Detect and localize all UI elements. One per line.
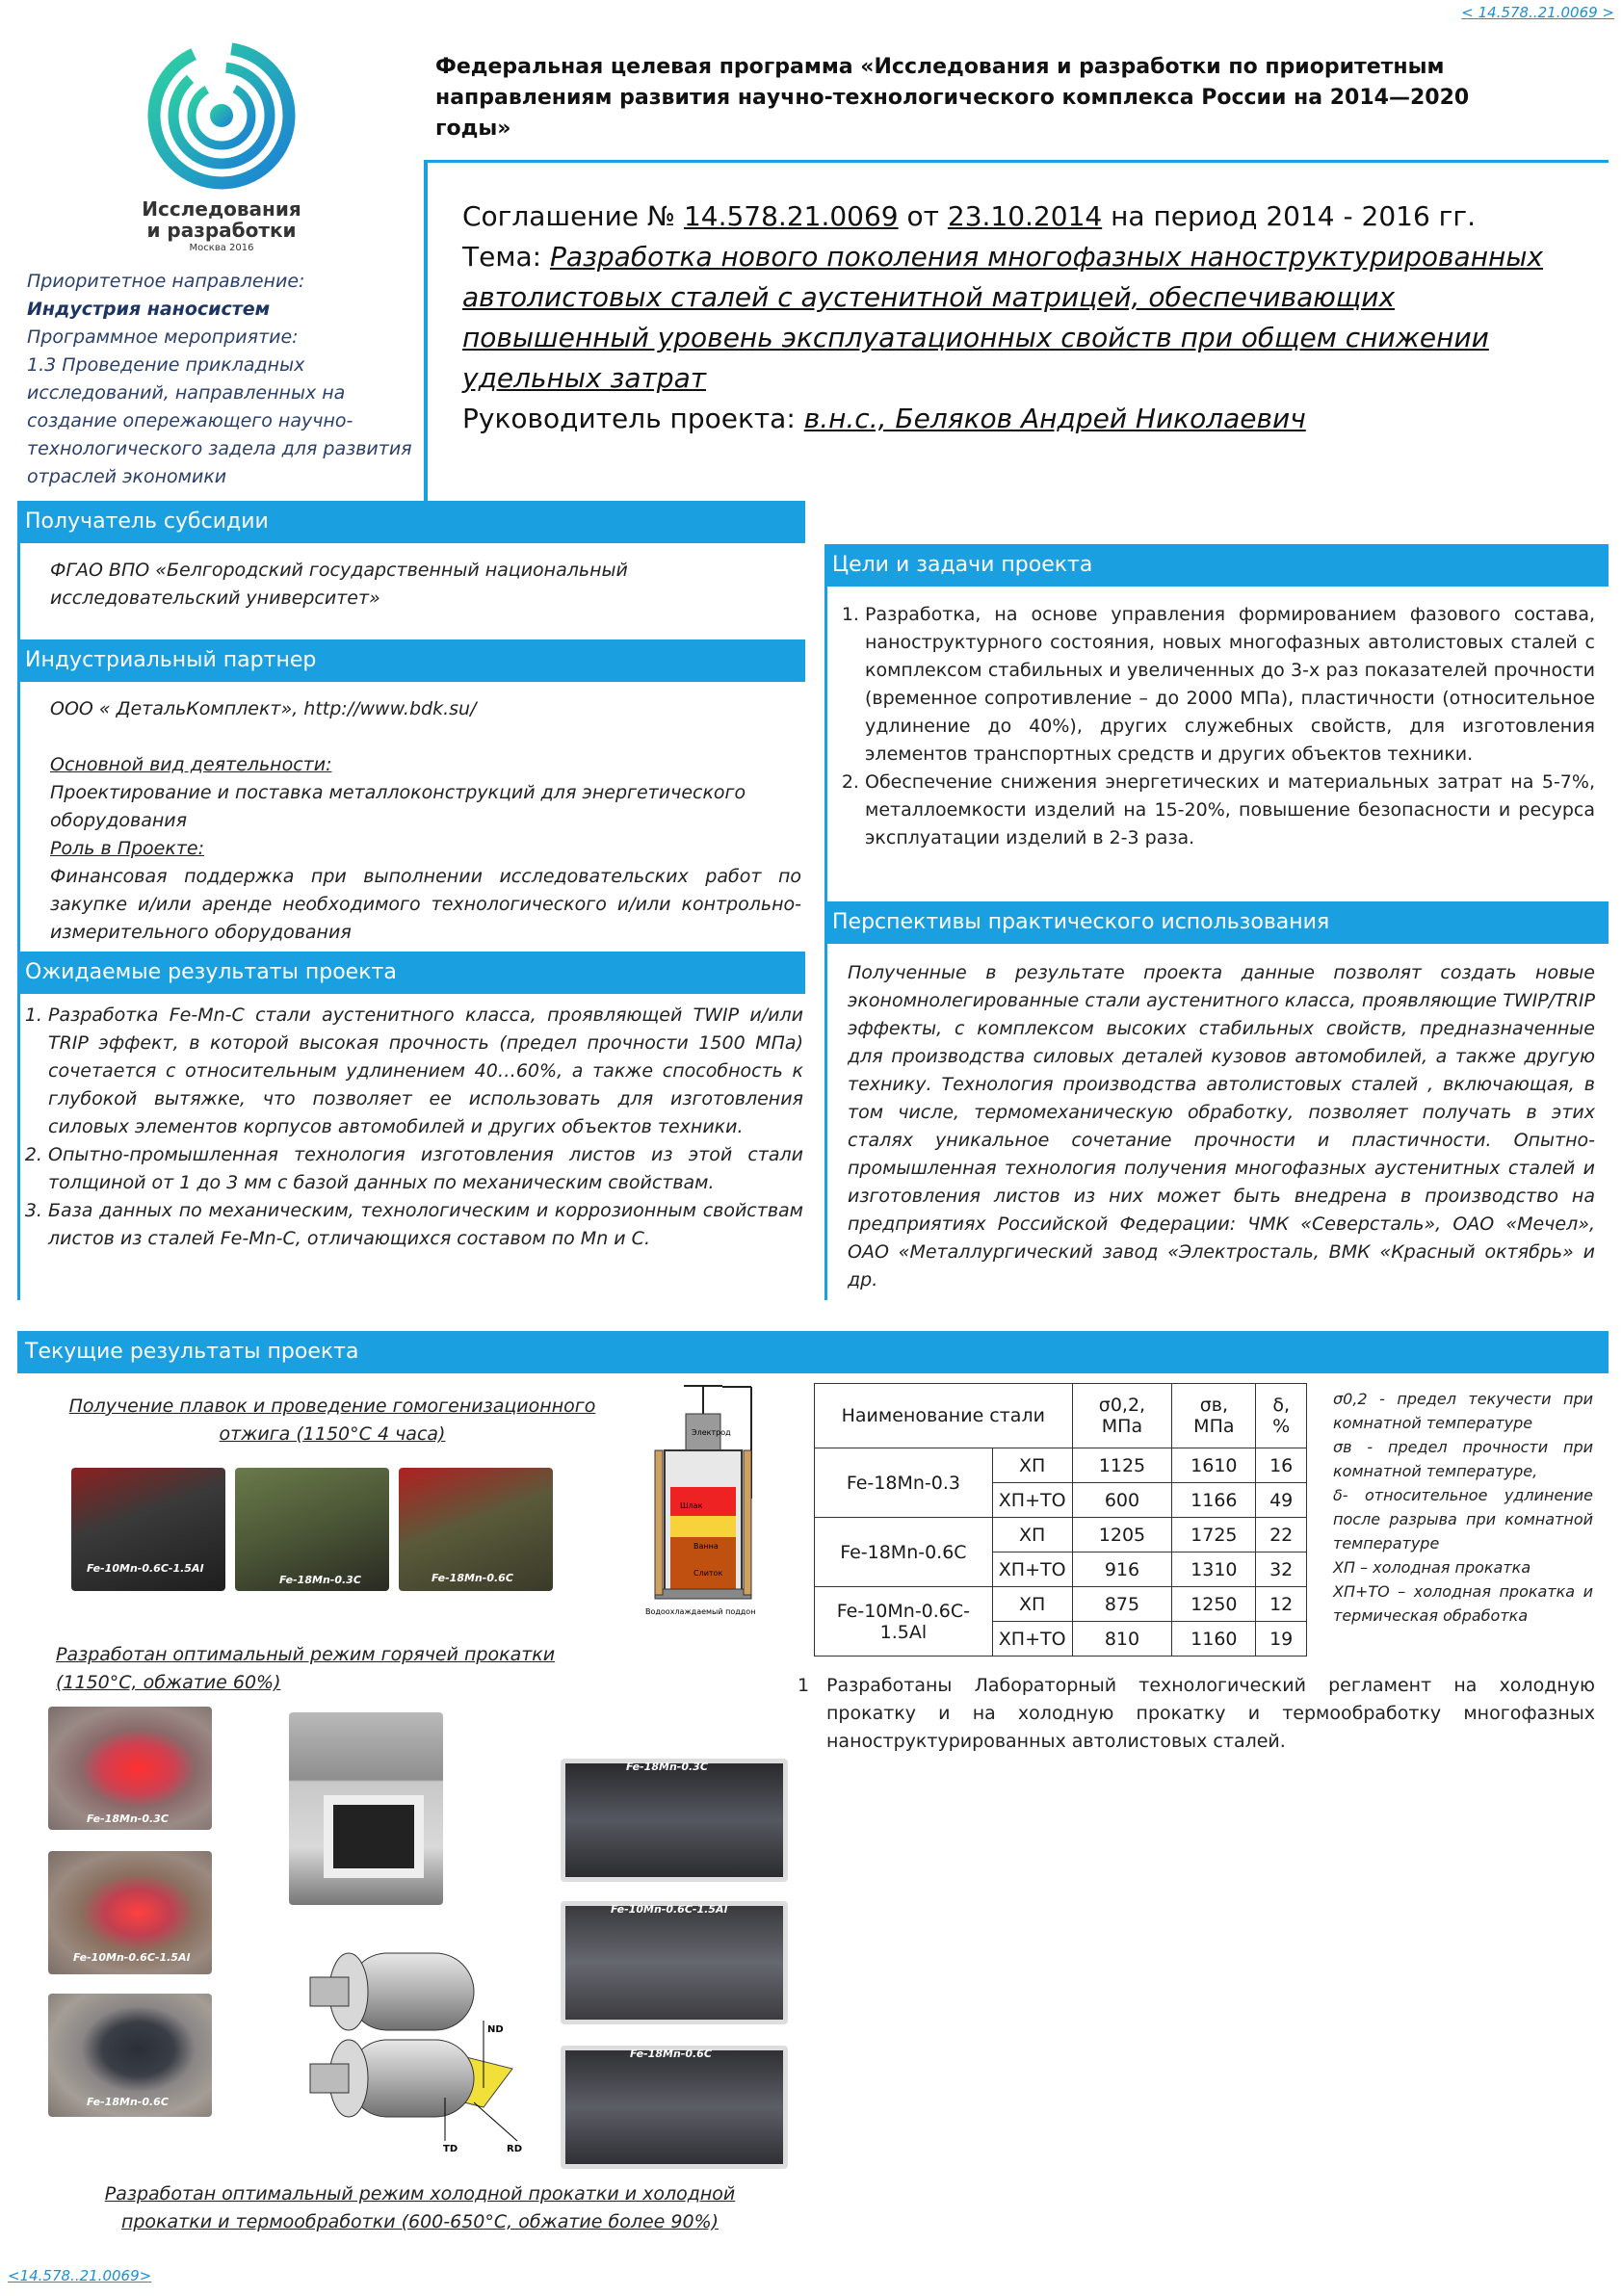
legend-item: ХП – холодная прокатка (1333, 1558, 1531, 1577)
partner-activity: Проектирование и поставка металлоконструкций для энергетического оборудования (50, 782, 746, 831)
theme-text: Разработка нового поколения многофазных наноструктурированных автолистовых сталей с аустенитной матрицей, обеспечивающих повышенный уровень эксплуатационных свойств при общем снижении удельных затрат (462, 241, 1544, 394)
rolling-mill-diagram (301, 1924, 532, 2155)
expected-header: Ожидаемые результаты проекта (17, 952, 805, 994)
hot-sample-photo (48, 1707, 212, 1830)
table-cell: ХП+ТО (992, 1552, 1072, 1587)
table-cell: 32 (1256, 1552, 1307, 1587)
logo-subtitle: Москва 2016 (189, 243, 254, 253)
table-cell: 12 (1256, 1587, 1307, 1622)
table-cell: ХП+ТО (992, 1622, 1072, 1657)
table-legend (1333, 1387, 1593, 1628)
table-cell-steel: Fe-10Mn-0.6C-1.5Al (815, 1587, 993, 1657)
partner-role-label: Роль в Проекте: (50, 838, 204, 859)
recipient-header: Получатель субсидии (17, 501, 805, 543)
table-cell: ХП (992, 1448, 1072, 1483)
caption-hot-rolling: Разработан оптимальный режим горячей прокатки (1150°С, обжатие 60%) (56, 1644, 556, 1693)
logo-text: Исследования и разработки (142, 197, 301, 242)
title-vertical-divider (424, 160, 428, 501)
partner-header: Индустриальный партнер (17, 639, 805, 682)
expected-list (21, 1002, 803, 1253)
agreement-block (462, 196, 1589, 439)
roll-axis-label: ND (487, 2024, 504, 2035)
properties-table (814, 1383, 1307, 1657)
ingot-photo (235, 1468, 389, 1591)
table-cell: 1205 (1072, 1518, 1172, 1552)
table-cell: 22 (1256, 1518, 1307, 1552)
table-header: σв, МПа (1172, 1384, 1256, 1448)
table-cell: 810 (1072, 1622, 1172, 1657)
expected-item: 2. Опытно-промышленная технология изготовления листов из этой стали толщиной от 1 до 3 мм с базой данных по механическим свойствам. (48, 1141, 803, 1197)
caption-cold-rolling: Разработан оптимальный режим холодной прокатки и холодной прокатки и термообработки (600-650°С, обжатие более 90%) (104, 2183, 736, 2232)
photo-label: Fe-18Mn-0.6C (87, 2096, 169, 2108)
regulation-note (798, 1672, 1595, 1756)
project-head: в.н.с., Беляков Андрей Николаевич (803, 403, 1306, 434)
furnace-diagram (626, 1383, 790, 1630)
table-cell: 16 (1256, 1448, 1307, 1483)
roll-axis-label: RD (507, 2144, 523, 2154)
note-number: 1 (798, 1675, 810, 1696)
photo-label: Fe-18Mn-0.3C (626, 1761, 708, 1773)
table-cell-steel: Fe-18Mn-0.6C (815, 1518, 993, 1587)
heating-furnace-photo (289, 1712, 443, 1905)
photo-label: Fe-10Mn-0.6C-1.5Al (87, 1562, 204, 1575)
photo-label: Fe-18Mn-0.6C (630, 2048, 712, 2060)
photo-label: Fe-18Mn-0.3C (87, 1813, 169, 1825)
agreement-date: 23.10.2014 (947, 200, 1103, 232)
photo-label: Fe-10Mn-0.6C-1.5Al (73, 1951, 191, 1964)
expected-item: 1. Разработка Fe-Mn-C стали аустенитного класса, проявляющей TWIP и/или TRIP эффект, в которой высокая прочность (предел прочности 1500 МПа) сочетается с относительным удлинением 40…60%, а также способность к глубокой вытяжке, что позволяет ее использовать для изготовления силовых элементов корпусов автомобилей и других объектов техники. (48, 1002, 803, 1141)
title-divider (424, 160, 1609, 163)
table-cell: 1160 (1172, 1622, 1256, 1657)
table-cell: 1725 (1172, 1518, 1256, 1552)
current-results-header: Текущие результаты проекта (17, 1331, 1609, 1373)
photo-label: Fe-18Mn-0.3C (279, 1574, 361, 1586)
legend-item: σв - предел прочности при комнатной температуре, (1333, 1438, 1593, 1480)
left-column-rule (17, 501, 20, 1300)
table-cell: 600 (1072, 1483, 1172, 1518)
priority-block: Приоритетное направление: Индустрия наносистем Программное мероприятие: 1.3 Проведение прикладных исследований, направленных на создание опережающего научно-технологического задела для развития отраслей экономики (27, 271, 412, 487)
caption-melting: Получение плавок и проведение гомогенизационного отжига (1150°С 4 часа) (68, 1396, 596, 1445)
partner-name: ООО « ДетальКомплект», http://www.bdk.su/ (50, 698, 477, 719)
goals-list (838, 601, 1595, 852)
recipient-text: ФГАО ВПО «Белгородский государственный национальный исследовательский университет» (50, 560, 628, 609)
table-header: Наименование стали (815, 1384, 1073, 1448)
sheet-photo (561, 1901, 788, 2024)
prospects-text: Полученные в результате проекта данные позволят создать новые экономнолегированные стали аустенитного класса, проявляющие TWIP/TRIP эффекты, с комплексом высоких стабильных свойств, предназначенные для производства силовых деталей кузовов автомобилей, а также другую технику. Технология производства автолистовых сталей , включающая, в том числе, термомеханическую обработку, позволяет получать в этих сталях уникальное сочетание прочности и пластичности. Опытно-промышленная технология получения многофазных аустенитных сталей и изготовления листов из них может быть внедрена в производство на предприятиях Российской Федерации: ЧМК «Северсталь», ОАО «Мечел», ОАО «Металлургический завод «Электросталь, ВМК «Красный октябрь» и др. (848, 962, 1595, 1291)
partner-block (50, 695, 801, 947)
table-cell: 1250 (1172, 1587, 1256, 1622)
sheet-photo (561, 2046, 788, 2169)
prospects-header: Перспективы практического использования (824, 901, 1609, 944)
table-header: δ, % (1256, 1384, 1307, 1448)
bottom-agreement-link[interactable]: <14.578..21.0069> (8, 2267, 152, 2284)
agreement-line: Соглашение № 14.578.21.0069 от 23.10.2014 на период 2014 - 2016 гг. (462, 200, 1477, 232)
legend-item: δ- относительное удлинение после разрыва при комнатной температуре (1333, 1486, 1593, 1552)
table-cell: ХП (992, 1587, 1072, 1622)
legend-item: σ0,2 - предел текучести при комнатной температуре (1333, 1390, 1593, 1432)
table-cell: ХП (992, 1518, 1072, 1552)
goal-item: 2. Обеспечение снижения энергетических и материальных затрат на 5-7%, металлоемкости изделий на 15-20%, повышение безопасности и ресурса эксплуатации изделий в 2-3 раза. (865, 769, 1595, 852)
table-cell: 1610 (1172, 1448, 1256, 1483)
partner-activity-label: Основной вид деятельности: (50, 754, 332, 775)
furnace-label: Шлак (680, 1501, 703, 1510)
note-text: Разработаны Лабораторный технологический регламент на холодную прокатку и на холодную прокатку и термообработку многофазных наноструктурированных автолистовых сталей. (826, 1675, 1595, 1752)
table-cell-steel: Fe-18Mn-0.3 (815, 1448, 993, 1518)
theme-line: Тема: Разработка нового поколения многофазных наноструктурированных автолистовых сталей с аустенитной матрицей, обеспечивающих повышенный уровень эксплуатационных свойств при общем снижении удельных затрат (462, 241, 1544, 394)
furnace-door (324, 1795, 424, 1878)
table-cell: 1310 (1172, 1552, 1256, 1587)
partner-role: Финансовая поддержка при выполнении исследовательских работ по закупке и/или аренде необходимого технологического и/или контрольно-измерительного оборудования (50, 866, 801, 943)
table-cell: ХП+ТО (992, 1483, 1072, 1518)
top-agreement-link[interactable]: < 14.578..21.0069 > (1461, 4, 1614, 21)
photo-label: Fe-18Mn-0.6C (432, 1572, 513, 1584)
furnace-label: Водоохлаждаемый поддон (645, 1607, 756, 1616)
goal-item: 1. Разработка, на основе управления формированием фазового состава, наноструктурного состояния, новых многофазных автолистовых сталей с комплексом стабильных и увеличенных до 3-х раз показателей прочности (временное сопротивление – до 2000 МПа), пластичности (относительное удлинение до 40%), других служебных свойств, для изготовления элементов транспортных средств и других объектов техники. (865, 601, 1595, 769)
table-cell: 916 (1072, 1552, 1172, 1587)
goals-header: Цели и задачи проекта (824, 544, 1609, 587)
table-cell: 19 (1256, 1622, 1307, 1657)
sheet-photo (561, 1759, 788, 1882)
furnace-label: Ванна (693, 1542, 719, 1551)
table-cell: 1125 (1072, 1448, 1172, 1483)
table-header: σ0,2, МПа (1072, 1384, 1172, 1448)
head-line: Руководитель проекта: в.н.с., Беляков Андрей Николаевич (462, 403, 1306, 434)
program-title: Федеральная целевая программа «Исследования и разработки по приоритетным направлениям развития научно-технологического комплекса России на 2014—2020 годы» (435, 55, 1470, 141)
furnace-label: Слиток (693, 1569, 723, 1578)
legend-item: ХП+ТО – холодная прокатка и термическая обработка (1333, 1582, 1593, 1625)
table-cell: 875 (1072, 1587, 1172, 1622)
roll-axis-label: TD (443, 2144, 458, 2154)
photo-label: Fe-10Mn-0.6C-1.5Al (611, 1903, 728, 1916)
table-cell: 49 (1256, 1483, 1307, 1518)
expected-item: 3. База данных по механическим, технологическим и коррозионным свойствам листов из сталей Fe-Mn-C, отличающихся составом по Mn и C. (48, 1197, 803, 1253)
agreement-number[interactable]: 14.578.21.0069 (683, 200, 899, 232)
table-cell: 1166 (1172, 1483, 1256, 1518)
furnace-label: Электрод (692, 1428, 731, 1437)
